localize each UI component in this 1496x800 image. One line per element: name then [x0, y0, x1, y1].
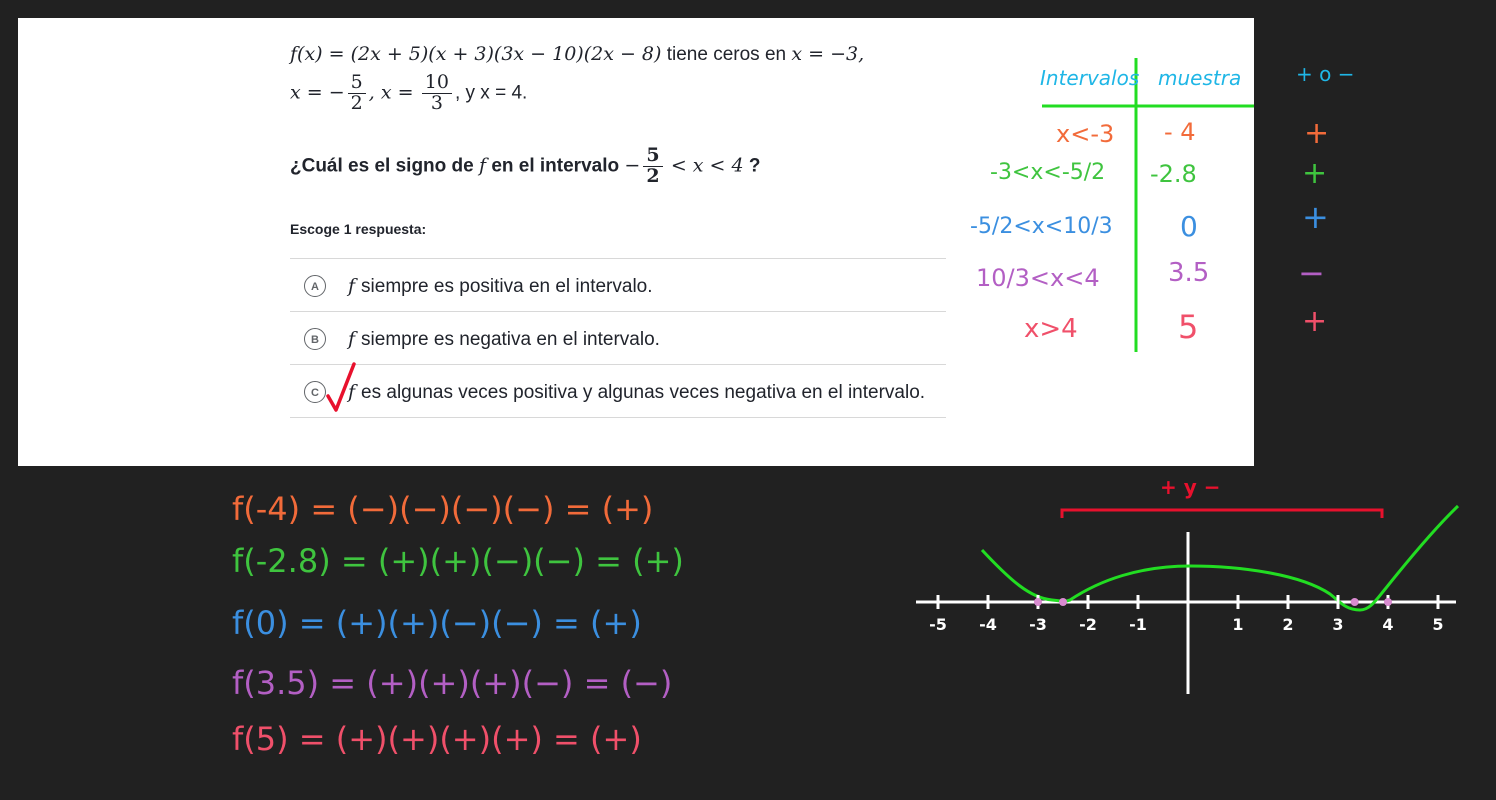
bracket [1062, 510, 1382, 518]
choice-c-text: es algunas veces positiva y algunas veces negativa en el intervalo. [361, 382, 926, 403]
evaluation-row-1: f(-4) = (−)(−)(−)(−) = (+) [232, 490, 654, 528]
question-card [18, 18, 1355, 466]
row3-sign: + [1302, 198, 1329, 236]
question-text: ¿Cuál es el signo de f en el intervalo − $\frac{5}{2}$ < x < 4 ? [290, 144, 761, 187]
row2-sign: + [1302, 156, 1328, 191]
evaluation-row-5: f(5) = (+)(+)(+)(+) = (+) [232, 720, 642, 758]
function-definition: f(x) = (2x + 5)(x + 3)(3x − 10)(2x − 8) [290, 43, 662, 65]
tick-label-8: 4 [1382, 615, 1394, 634]
row2-sample: -2.8 [1150, 160, 1197, 188]
zero-marker-0 [1034, 598, 1042, 606]
zero-2-prefix: x = − [290, 81, 345, 104]
evaluation-row-3: f(0) = (+)(+)(−)(−) = (+) [232, 604, 642, 642]
row4-sample: 3.5 [1168, 258, 1210, 288]
zero-3-prefix: , x = [368, 81, 414, 104]
tick-label-4: -1 [1129, 615, 1147, 634]
row1-sample: - 4 [1164, 118, 1196, 146]
table-header-intervals: Intervalos [1040, 66, 1140, 90]
zero-marker-3 [1384, 598, 1392, 606]
zero-1: x = −3, [791, 43, 865, 65]
choice-b[interactable]: B f siempre es negativa en el intervalo. [290, 312, 946, 365]
tick-label-2: -3 [1029, 615, 1047, 634]
row1-sign: + [1304, 116, 1330, 151]
fraction-ten-thirds: $\frac{10}{3}$ [422, 73, 452, 114]
row4-sign: − [1298, 254, 1325, 292]
tick-label-9: 5 [1432, 615, 1444, 634]
function-curve [982, 506, 1458, 610]
question-fraction: $\frac{5}{2}$ [643, 146, 662, 187]
tick-label-5: 1 [1232, 615, 1244, 634]
row5-sample: 5 [1178, 308, 1199, 346]
row3-interval: -5/2<x<10/3 [970, 214, 1113, 239]
tick-label-6: 2 [1282, 615, 1294, 634]
zero-marker-2 [1351, 598, 1359, 606]
fraction-five-halves: $\frac{5}{2}$ [348, 73, 366, 114]
zero-marker-1 [1059, 598, 1067, 606]
table-header-sign: + o − [1296, 62, 1355, 86]
choice-a-letter: A [304, 275, 326, 297]
tick-label-3: -2 [1079, 615, 1097, 634]
choice-b-text: siempre es negativa en el intervalo. [361, 329, 660, 350]
zero-4: , y x = 4. [454, 82, 528, 104]
graph-canvas [900, 470, 1480, 710]
row1-interval: x<-3 [1056, 120, 1115, 148]
choice-c[interactable]: C f es algunas veces positiva y algunas veces negativa en el intervalo. [290, 365, 946, 418]
row2-interval: -3<x<-5/2 [990, 160, 1106, 185]
choice-c-letter: C [304, 381, 326, 403]
row3-sample: 0 [1180, 210, 1198, 243]
bracket-label: + y − [1160, 475, 1221, 499]
choice-b-letter: B [304, 328, 326, 350]
instruction-label: Escoge 1 respuesta: [290, 221, 427, 237]
row5-interval: x>4 [1024, 314, 1078, 344]
table-header-sample: muestra [1158, 66, 1242, 90]
choice-a-text: siempre es positiva en el intervalo. [361, 276, 653, 297]
zeros-text: tiene ceros en [666, 44, 787, 65]
row5-sign: + [1302, 304, 1328, 339]
tick-label-1: -4 [979, 615, 997, 634]
tick-label-7: 3 [1332, 615, 1344, 634]
evaluation-row-2: f(-2.8) = (+)(+)(−)(−) = (+) [232, 542, 684, 580]
choice-a[interactable]: A f siempre es positiva en el intervalo. [290, 259, 946, 312]
evaluation-row-4: f(3.5) = (+)(+)(+)(−) = (−) [232, 664, 673, 702]
tick-label-0: -5 [929, 615, 947, 634]
row4-interval: 10/3<x<4 [976, 264, 1100, 292]
